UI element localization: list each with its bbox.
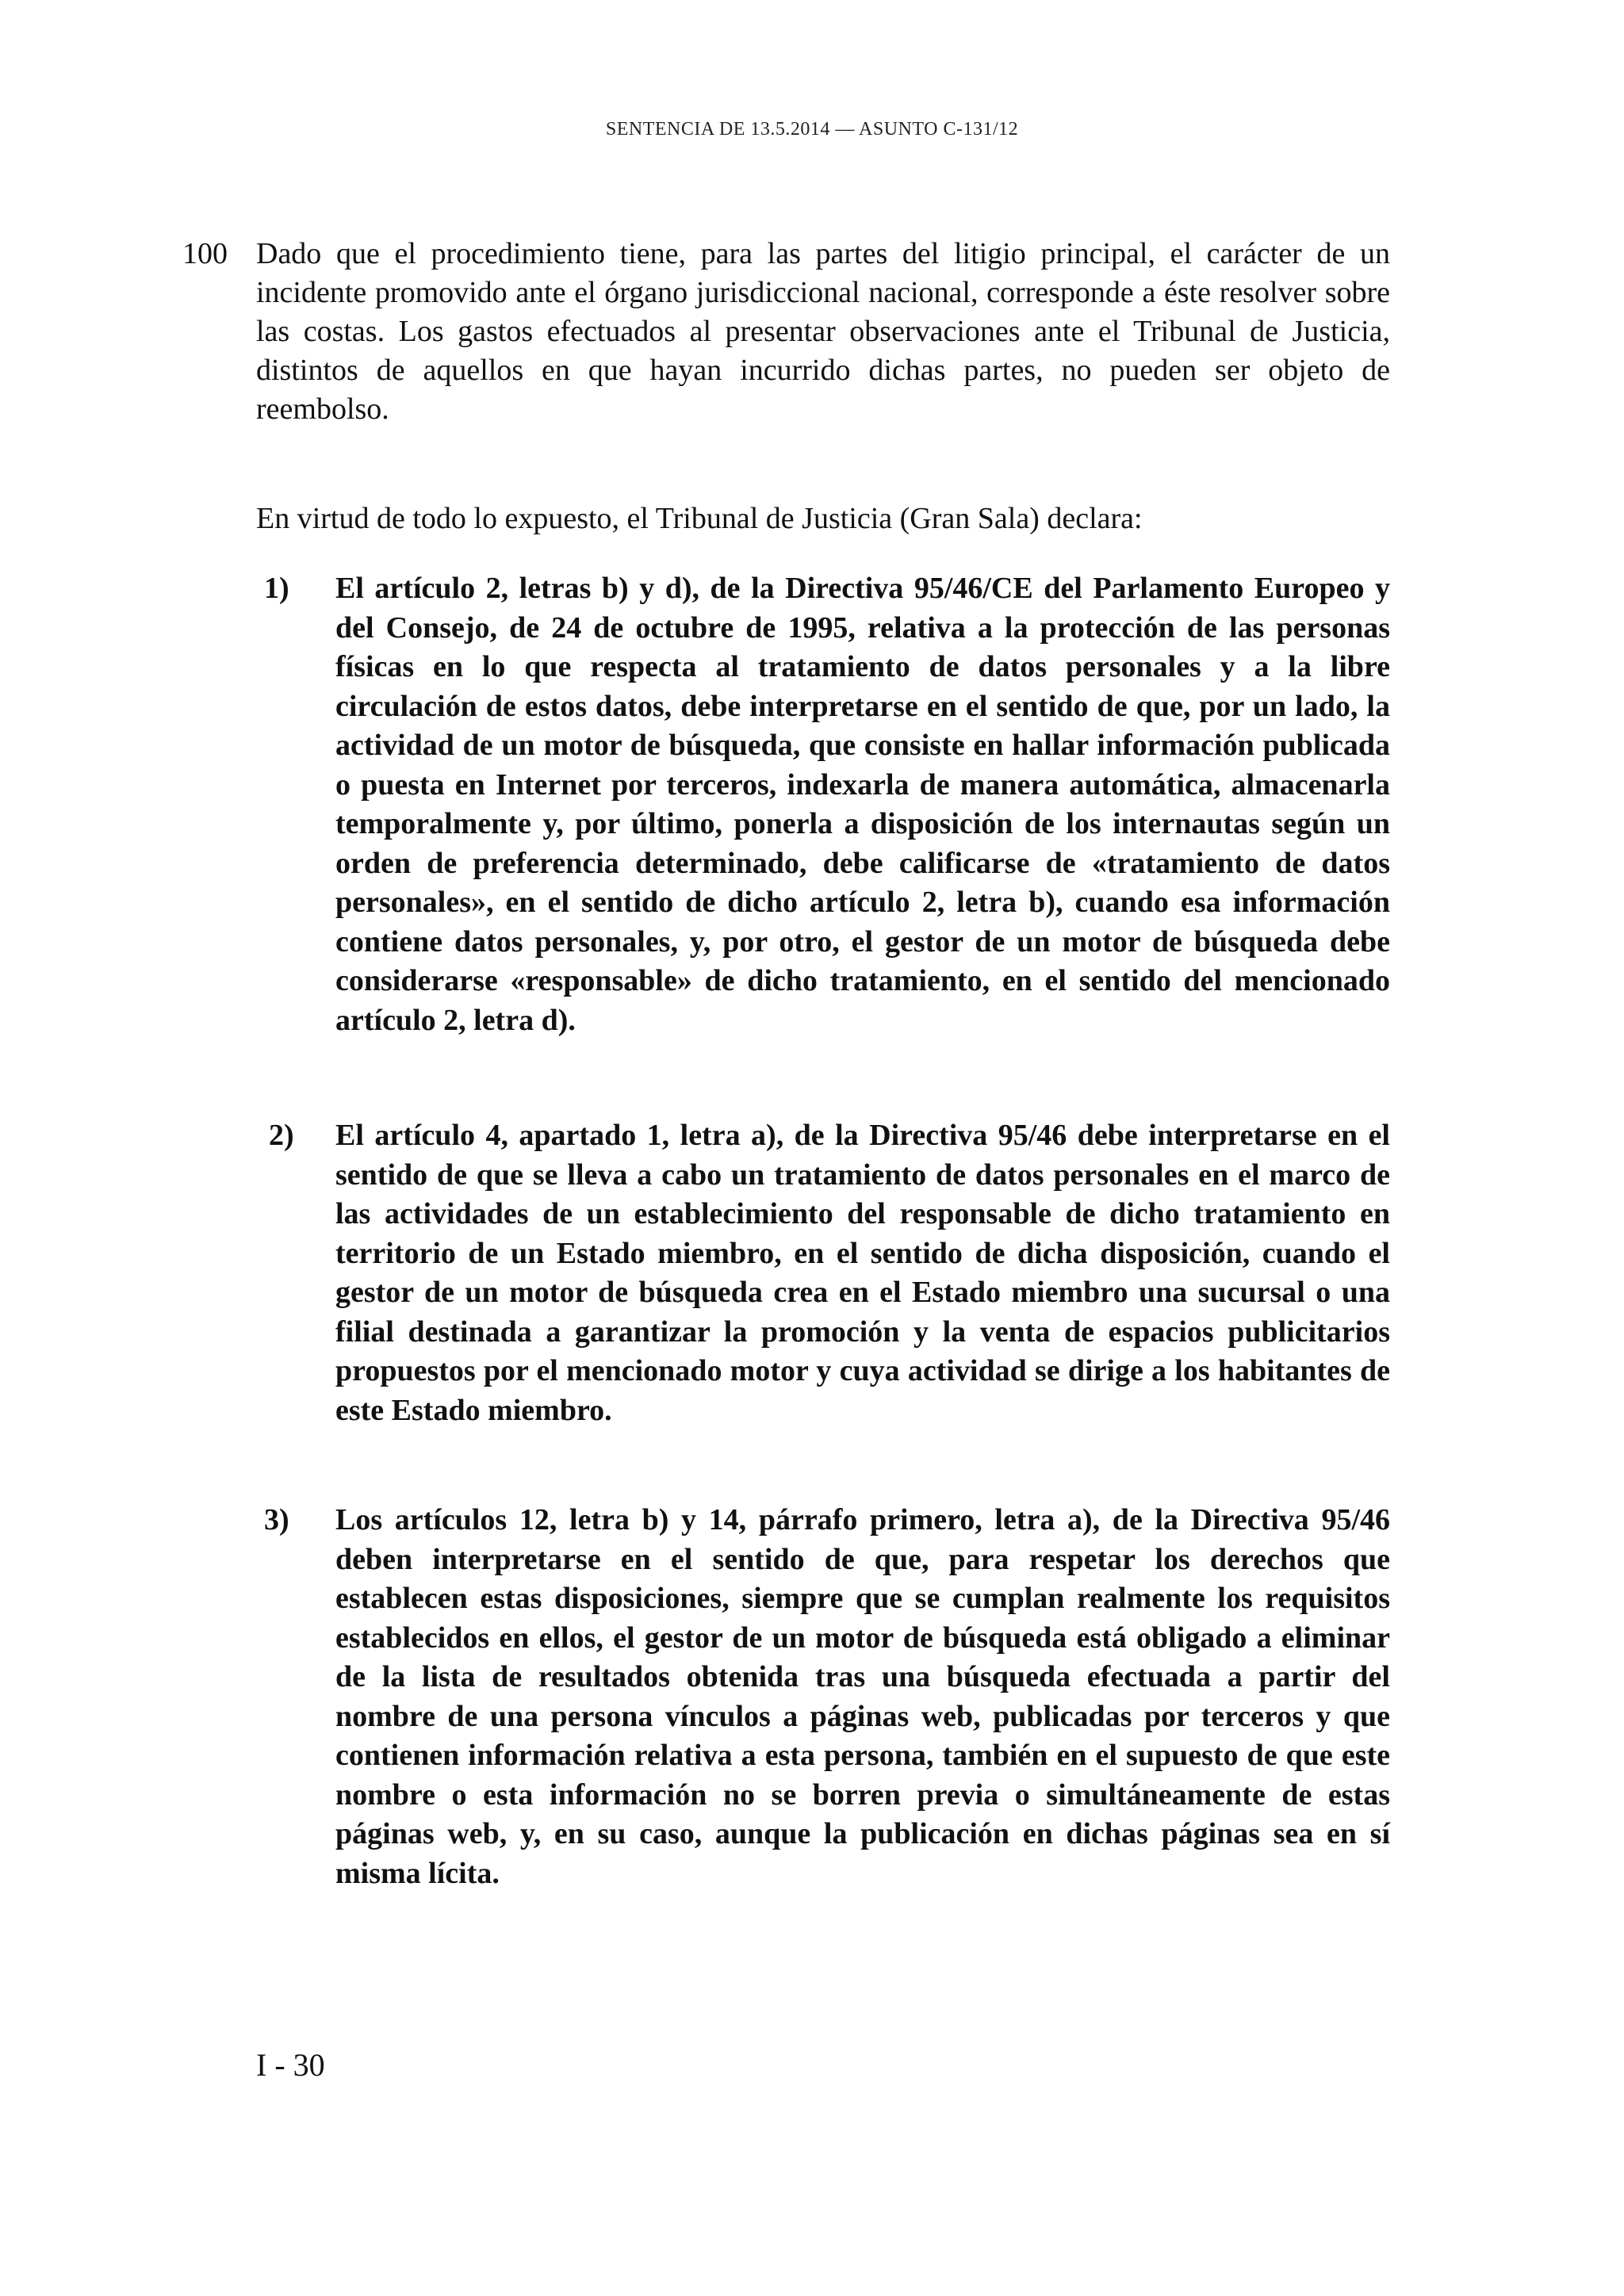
ruling-text: Los artículos 12, letra b) y 14, párrafo primero, letra a), de la Directiva 95/46 deben interpretarse en el sentido de que, para respetar los derechos que establecen estas disposiciones, siempre que se cumplan realmente los requisitos establecidos en ellos, el gestor de un motor de búsqueda está obligado a eliminar de la lista de resultados obtenida tras una búsqueda efectuada a partir del nombre de una persona vínculos a páginas web, publicadas por terceros y que contienen información relativa a esta persona, también en el supuesto de que este nombre o esta información no se borren previa o simultáneamente de estas páginas web, y, en su caso, aunque la publicación en dichas páginas sea en sí misma lícita. [335, 1503, 1390, 1890]
ruling-number: 2) [269, 1119, 294, 1152]
operative-intro: En virtud de todo lo expuesto, el Tribunal de Justicia (Gran Sala) declara: [256, 502, 1143, 535]
ruling-text: El artículo 4, apartado 1, letra a), de la Directiva 95/46 debe interpretarse en el sentido de que se lleva a cabo un tratamiento de datos personales en el marco de las actividades de un establecimiento del responsable de dicho tratamiento en territorio de un Estado miembro, en el sentido de dicha disposición, cuando el gestor de un motor de búsqueda crea en el Estado miembro una sucursal o una filial destinada a garantizar la promoción y la venta de espacios publicitarios propuestos por el mencionado motor y cuya actividad se dirige a los habitantes de este Estado miembro. [335, 1119, 1390, 1427]
ruling-text: El artículo 2, letras b) y d), de la Directiva 95/46/CE del Parlamento Europeo y del Consejo, de 24 de octubre de 1995, relativa a la protección de las personas físicas en lo que respecta al tratamiento de datos personales y a la libre circulación de estos datos, debe interpretarse en el sentido de que, por un lado, la actividad de un motor de búsqueda, que consiste en hallar información publicada o puesta en Internet por terceros, indexarla de manera automática, almacenarla temporalmente y, por último, ponerla a disposición de los internautas según un orden de preferencia determinado, debe calificarse de «tratamiento de datos personales», en el sentido de dicho artículo 2, letra b), cuando esa información contiene datos personales, y, por otro, el gestor de un motor de búsqueda debe considerarse «responsable» de dicho tratamiento, en el sentido del mencionado artículo 2, letra d). [335, 572, 1390, 1037]
paragraph-text: Dado que el procedimiento tiene, para las partes del litigio principal, el carácter de un incidente promovido ante el órgano jurisdiccional nacional, corresponde a éste resolver sobre las costas. Los gastos efectuados al presentar observaciones ante el Tribunal de Justicia, distintos de aquellos en que hayan incurrido dichas partes, no pueden ser objeto de reembolso. [256, 237, 1390, 426]
ruling-number: 3) [264, 1503, 289, 1536]
paragraph-number: 100 [182, 237, 228, 270]
running-header: SENTENCIA DE 13.5.2014 — ASUNTO C-131/12 [605, 119, 1019, 140]
ruling-number: 1) [264, 572, 289, 605]
page-number: I - 30 [256, 2047, 325, 2083]
